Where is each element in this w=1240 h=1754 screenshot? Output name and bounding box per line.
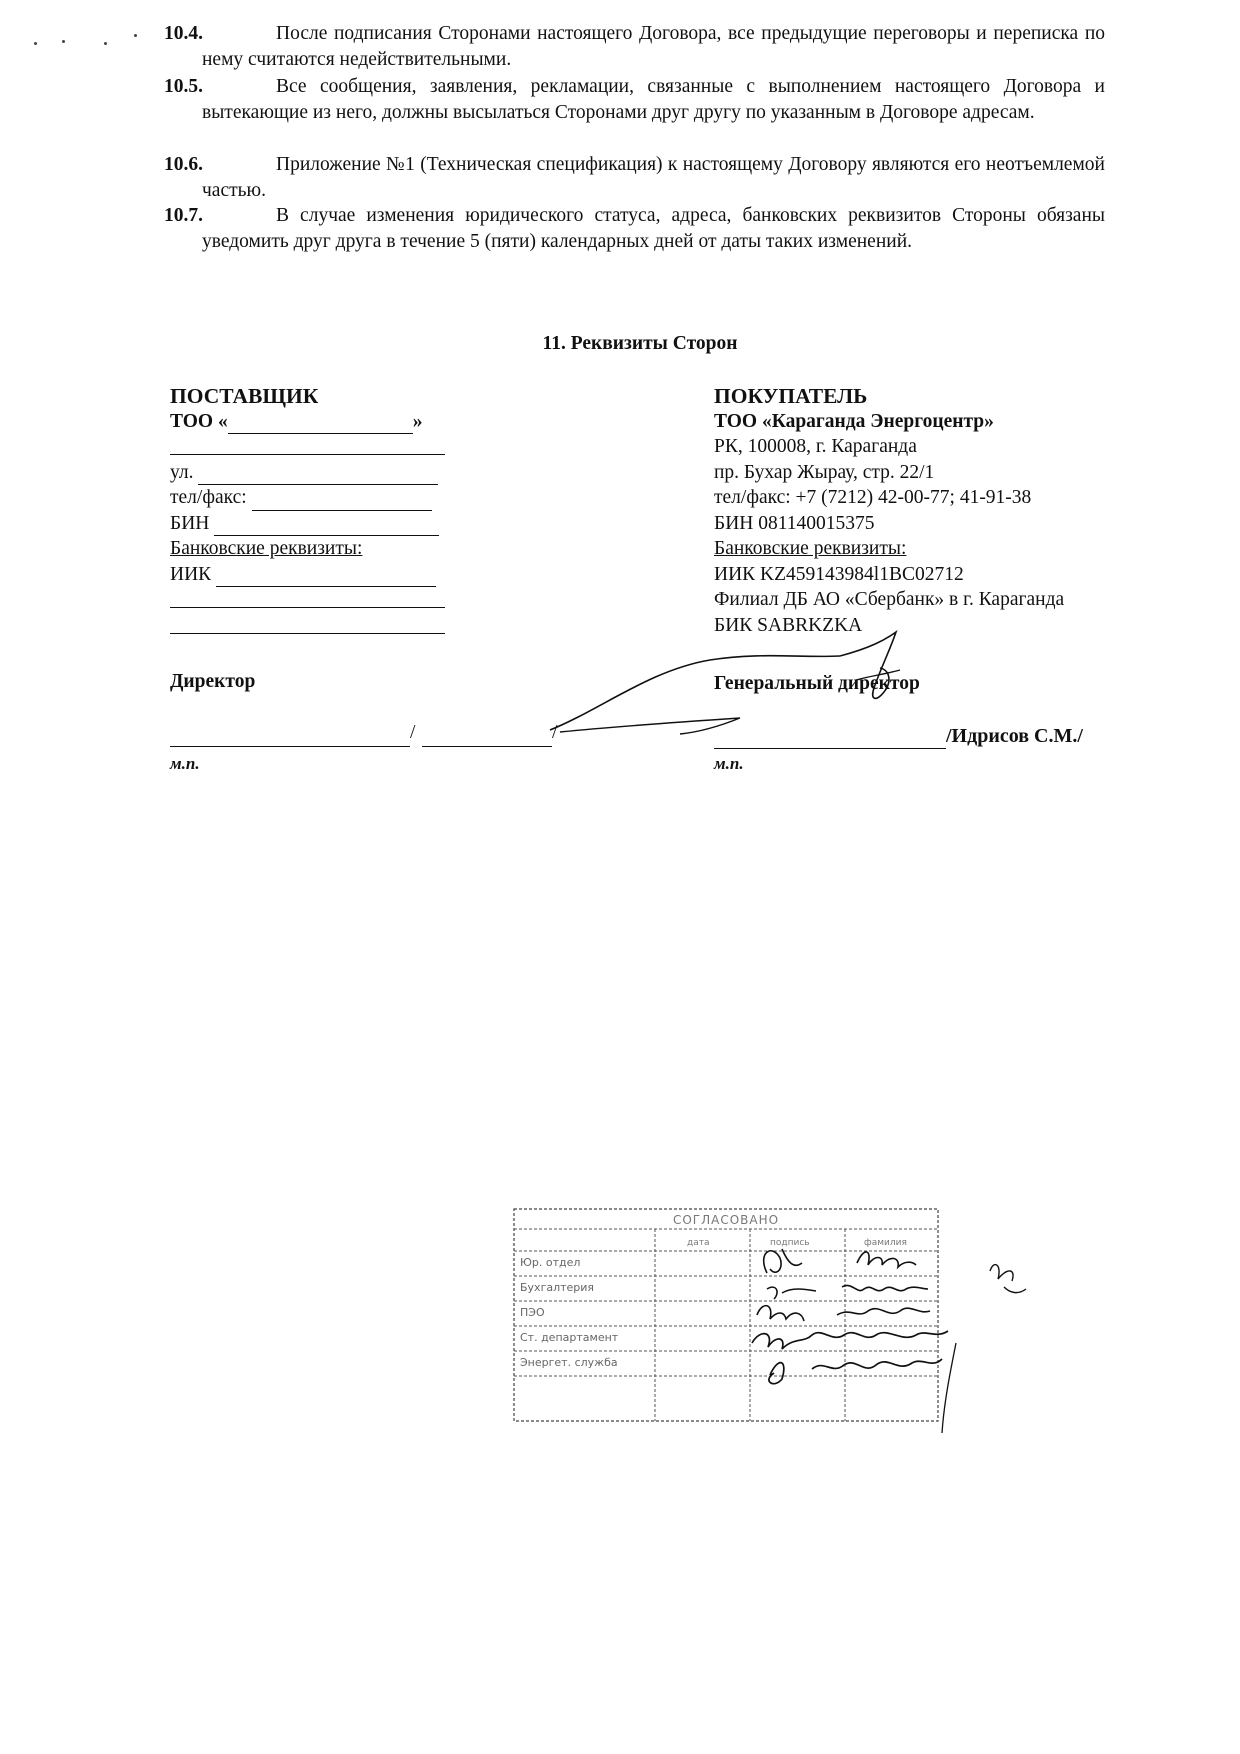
buyer-header: ПОКУПАТЕЛЬ [714, 384, 868, 408]
supplier-blank-row[interactable] [170, 587, 460, 613]
stamp-row-department: Ст. департамент [520, 1331, 619, 1344]
buyer-iik: ИИК KZ459143984l1BC02712 [714, 563, 964, 585]
buyer-signatory: /Идрисов С.М./ [946, 725, 1083, 747]
section-title: 11. Реквизиты Сторон [542, 333, 738, 354]
supplier-org [170, 409, 460, 435]
clause-10-5 [160, 74, 1105, 125]
stamp-column-date: дата [687, 1238, 710, 1248]
stamp-row-energy: Энергет. служба [520, 1356, 618, 1369]
buyer-bin: БИН 081140015375 [714, 512, 875, 534]
stamp-row-accounting: Бухгалтерия [520, 1281, 595, 1294]
buyer-stamp-place: м.п. [714, 754, 744, 773]
signature-separator: / [552, 722, 558, 743]
clause-10-4 [160, 21, 1105, 72]
buyer-bik: БИК SABRKZKA [714, 614, 863, 636]
supplier-header: ПОСТАВЩИК [170, 384, 319, 408]
supplier-blank-row[interactable] [170, 434, 460, 460]
director-signature-icon [540, 630, 960, 750]
clause-text: Все сообщения, заявления, рекламации, связанные с выполнением настоящего Договора и вытекающие из него, должны высылаться Сторонами друг другу по указанным в Договоре адресам. [202, 76, 1105, 123]
buyer-bank-label: Банковские реквизиты: [714, 538, 907, 559]
clause-text: В случае изменения юридического статуса, адреса, банковских реквизитов Стороны обязаны уведомить друг друга в течение 5 (пяти) календарных дней от даты таких изменений. [202, 205, 1105, 252]
supplier-bank-label: Банковские реквизиты: [170, 538, 363, 559]
stamp-column-surname: фамилия [864, 1238, 907, 1248]
clause-text: После подписания Сторонами настоящего Договора, все предыдущие переговоры и переписка по нему считаются недействительными. [202, 23, 1105, 70]
supplier-phone-label: тел/факс: [170, 487, 247, 508]
buyer-bank-name: Филиал ДБ АО «Сбербанк» в г. Караганда [714, 589, 1065, 610]
supplier-iik-row [170, 562, 460, 588]
supplier-phone-row [170, 485, 460, 511]
clause-number: 10.4. [164, 23, 203, 44]
clause-text: Приложение №1 (Техническая спецификация) к настоящему Договору являются его неотъемлемой частью. [202, 154, 1105, 201]
buyer-address-1: РК, 100008, г. Караганда [714, 436, 917, 457]
clause-number: 10.7. [164, 205, 203, 226]
stamp-row-legal: Юр. отдел [520, 1256, 581, 1269]
supplier-org-suffix: » [412, 410, 423, 432]
stamp-column-signature: подпись [770, 1238, 810, 1248]
scan-speck [104, 42, 107, 45]
supplier-bin-row [170, 511, 460, 537]
supplier-street-label: ул. [170, 461, 194, 483]
supplier-org-prefix: ТОО « [170, 410, 228, 432]
scan-speck [62, 40, 65, 43]
scan-speck [34, 42, 37, 45]
supplier-street-field[interactable] [198, 465, 438, 485]
buyer-address-2: пр. Бухар Жырау, стр. 22/1 [714, 461, 935, 483]
supplier-block [170, 383, 460, 638]
supplier-blank-row[interactable] [170, 613, 460, 639]
supplier-org-blank[interactable] [228, 414, 413, 434]
buyer-org: ТОО «Караганда Энергоцентр» [714, 410, 994, 432]
buyer-block [714, 383, 1134, 638]
clause-number: 10.6. [164, 154, 203, 175]
signature-separator: / [410, 722, 416, 743]
supplier-street-row [170, 460, 460, 486]
clause-10-7 [160, 203, 1105, 254]
supplier-position: Директор [170, 671, 256, 692]
stamp-row-peo: ПЭО [520, 1306, 545, 1319]
buyer-position: Генеральный директор [714, 673, 920, 694]
supplier-iik-field[interactable] [216, 567, 436, 587]
approval-signatures-icon [512, 1203, 1032, 1443]
clause-number: 10.5. [164, 76, 203, 97]
supplier-bin-field[interactable] [214, 516, 439, 536]
supplier-stamp-place: м.п. [170, 754, 200, 773]
stamp-title: СОГЛАСОВАНО [672, 1213, 780, 1227]
scan-speck [134, 34, 137, 37]
buyer-phone: тел/факс: +7 (7212) 42-00-77; 41-91-38 [714, 487, 1032, 508]
supplier-phone-field[interactable] [252, 491, 432, 511]
supplier-iik-label: ИИК [170, 563, 212, 585]
approval-stamp [512, 1203, 940, 1423]
supplier-bin-label: БИН [170, 512, 210, 534]
clause-10-6 [160, 152, 1105, 203]
supplier-name-line[interactable] [422, 746, 552, 747]
supplier-signature-line[interactable] [170, 746, 410, 747]
